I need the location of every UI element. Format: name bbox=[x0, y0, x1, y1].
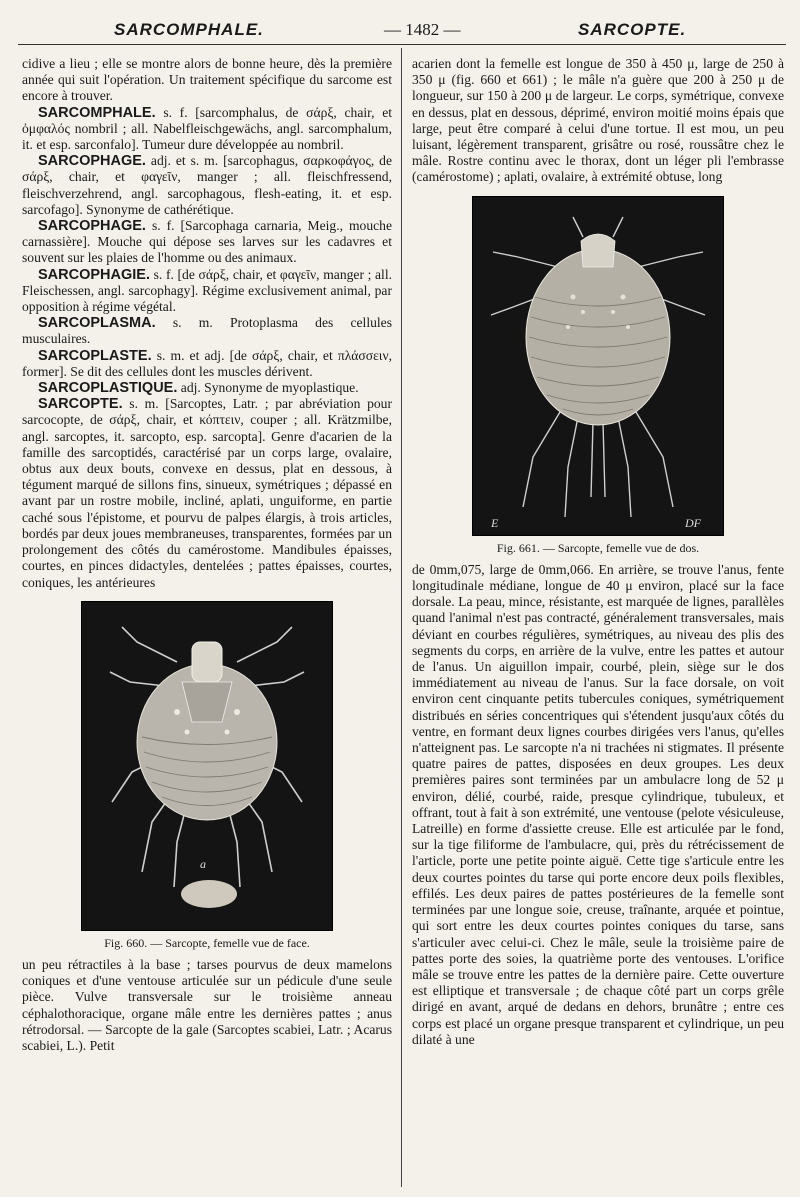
definition: s. m. et adj. [de σάρξ, chair, et πλάσσειν, former]. Se dit des cellules dont les muscles dérivent. bbox=[22, 347, 392, 379]
headword: SARCOMPHALE. bbox=[38, 104, 156, 121]
right-column bbox=[412, 56, 784, 1191]
headword: SARCOPHAGE. bbox=[38, 218, 146, 235]
figure-661-caption: Fig. 661. — Sarcopte, femelle vue de dos. bbox=[496, 540, 700, 555]
plate-label-a: a bbox=[200, 856, 206, 871]
plate-label-e: E bbox=[491, 515, 499, 530]
entry-sarcophage-fly bbox=[22, 218, 392, 267]
entry-sarcoplastique bbox=[22, 380, 392, 396]
entry-sarcophage-adj bbox=[22, 153, 392, 218]
definition: adj. et s. m. [sarcophagus, σαρκοφάγος, de σάρξ, chair, et φαγεῖν, manger ; all. fleischfressend, fleischverzehrend, angl. sarcophagous, flesh-eating, it. et esp. sarcofago]. Synonyme de cathérétique. bbox=[22, 153, 392, 217]
page-header bbox=[18, 14, 786, 45]
figure-661 bbox=[412, 196, 784, 556]
running-head-left: SARCOMPHALE. bbox=[114, 20, 264, 39]
figure-660-caption: Fig. 660. — Sarcopte, femelle vue de face. bbox=[104, 935, 310, 950]
definition: s. f. [Sarcophaga carnaria, Meig., mouche carnassière]. Mouche qui dépose ses larves sur les cadavres et souvent sur les plaies de l'homme ou des animaux. bbox=[22, 218, 392, 266]
definition: s. m. [Sarcoptes, Latr. ; par abréviation pour sarcocopte, de σάρξ, chair, et κόπτειν, couper ; all. Krätzmilbe, angl. sarcoptes, it. sarcopto, esp. sarcopta]. Genre d'acarien de la famille des sarcoptidés, caractérisé par un corps large, ovalaire, obtus aux deux bouts, convexe en dessus, plat en dessous, à tégument marqué de sillons fins, sinueux, symétriques ; dépassé en avant par un rostre mobile, incliné, aplati, unguiforme, en partie caché sous l'épistome, et pourvu de palpes élargis, à trois articles, bordés par deux joues membraneuses, transparentes, formées par un prolongement des côtés du camérostome. Mandibules épaisses, courtes, en pinces didactyles, dentelées ; pattes épaisses, courtes, coniques, les antérieures bbox=[22, 396, 392, 590]
sarcopte-description-top: acarien dont la femelle est longue de 350 à 450 μ, large de 250 à 350 μ (fig. 660 et 661) ; le mâle n'a guère que 200 à 250 μ de longueur, sur 150 à 200 μ de largeur. Le corps, symétrique, convexe en dessus, plat en dessous, déprimé, environ moitié moins épais que large, peut être comparé à celui d'une tortue. Il est mou, un peu luisant, légèrement transparent, grisâtre ou rosé, roussâtre chez le mâle. Rostre continu avec le thorax, dont un léger pli l'embrasse (camérostome) ; aplati, ovalaire, à extrémité obtuse, long bbox=[412, 56, 784, 185]
column-divider bbox=[401, 48, 402, 1187]
page-number: — 1482 — bbox=[384, 20, 461, 39]
headword: SARCOPLASTIQUE. bbox=[38, 380, 178, 397]
definition: s. f. [sarcomphalus, de σάρξ, chair, et ὀμφαλός nombril ; all. Nabelfleischgewächs, angl. sarcomphalum, it. et esp. sarconfalo]. Tumeur dure développée au nombril. bbox=[22, 104, 392, 153]
definition: adj. Synonyme de myoplastique. bbox=[180, 380, 359, 396]
sarcopte-continuation: un peu rétractiles à la base ; tarses pourvus de deux mamelons coniques et d'une ventouse articulée sur un pédicule d'une seule pièce. Vulve transversale sur le troisième anneau céphalothoracique, organe mâle entre les dernières pattes ; anus rétrodorsal. — Sarcopte de la gale (Sarcoptes scabiei, Latr. ; Acarus scabiei, L.). Petit bbox=[22, 956, 392, 1053]
definition: s. m. Protoplasma des cellules musculaires. bbox=[22, 315, 392, 347]
running-head-right: SARCOPTE. bbox=[578, 20, 687, 39]
entry-sarcoplaste bbox=[22, 348, 392, 380]
left-column bbox=[22, 56, 392, 1191]
sarcopte-front-illustration bbox=[82, 602, 332, 930]
entry-sarcomphale bbox=[22, 105, 392, 154]
entry-sarcopte bbox=[22, 396, 392, 590]
mite-plate-front-view bbox=[81, 601, 333, 931]
intro-paragraph: cidive a lieu ; elle se montre alors de bonne heure, dès la première année qui suit l'opération. Un traitement spécifique du sarcome est encore à trouver. bbox=[22, 56, 392, 104]
figure-660 bbox=[22, 601, 392, 951]
plate-label-df: DF bbox=[685, 515, 701, 530]
entry-sarcoplasma bbox=[22, 315, 392, 347]
headword: SARCOPLASMA. bbox=[38, 315, 156, 332]
sarcopte-dorsal-illustration bbox=[473, 197, 723, 535]
headword: SARCOPHAGE. bbox=[38, 153, 146, 170]
headword: SARCOPLASTE. bbox=[38, 347, 152, 364]
headword: SARCOPHAGIE. bbox=[38, 266, 150, 283]
sarcopte-description-bottom: de 0mm,075, large de 0mm,066. En arrière, se trouve l'anus, fente longitudinale médiane, longue de 40 μ environ, placé sur la face dorsale. La peau, mince, résistante, est marquée de lignes, parallèles quand l'animal n'est pas contracté, généralement transversales, mais déviant en courbes régulières, symétriques, au niveau des plis des segments du corps, en arrière de la vulve, entre les pattes et autour de l'anus. Un aiguillon impair, courbé, plein, siège sur le dos immédiatement au niveau de l'anus. Sur la face dorsale, on voit environ cent cinquante petits tubercules coniques, symétriquement distribués en séries concentriques qui s'étendent jusqu'aux côtés du ventre, en formant deux lignes courbes dirigées vers l'anus, qu'elles n'atteignent pas. Le sarcopte n'a ni trachées ni stigmates. Il présente quatre paires de pattes, disposées en deux groupes. Les deux premières paires sont terminées par un ambulacre long de 52 μ environ, délié, courbé, raide, presque cylindrique, tubuleux, et offrant, tout à fait à son extrémité, une ventouse (pelote vésiculeuse, Latreille) en forme d'assiette creuse. Elle est articulée par le fond, sur la tige filiforme de l'ambulacre, qui, près du rétrécissement de l'article, porte une petite pointe aiguë. Cette tige s'articule entre les deux courtes pointes du tarse qui porte encore deux poils flexibles, effilés. Les deux paires de pattes postérieures de la femelle sont terminées par une longue soie, creuse, traînante, arquée et pointue, qui sort entre les deux courtes pointes coniques du tarse, sans s'articuler avec celui-ci. Chez le mâle, seule la troisième paire de pattes porte des soies, la quatrième porte des ventouses. L'orifice mâle se trouve entre les pattes de la dernière paire. Cette ouverture est elliptique et transversale ; de chaque côté part un corps grêle dirigé en avant, arqué de dedans en dehors, brunâtre ; entre ces corps est placé un organe presque transparent et cylindrique, un peu dilaté à une bbox=[412, 561, 784, 1047]
headword: SARCOPTE. bbox=[38, 396, 123, 413]
mite-plate-dorsal-view bbox=[472, 196, 724, 536]
definition: s. f. [de σάρξ, chair, et φαγεῖν, manger ; all. Fleischessen, angl. sarcophagy]. Régime exclusivement animal, par opposition à régime végétal. bbox=[22, 266, 392, 315]
entry-sarcophagie bbox=[22, 267, 392, 316]
